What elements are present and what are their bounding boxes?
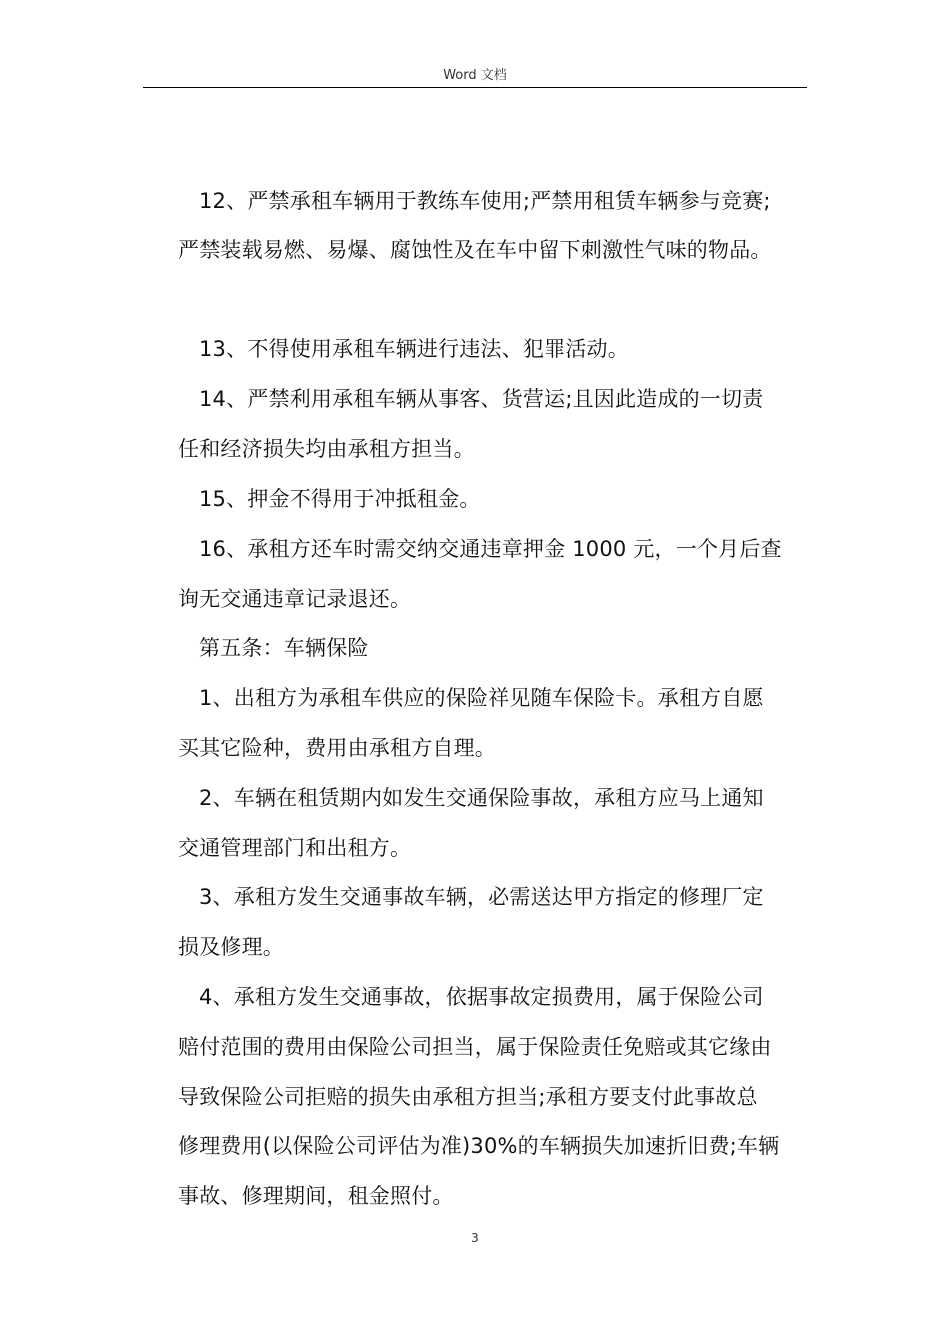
page-header: Word 文档 xyxy=(443,68,507,83)
paragraph-line: 3、承租方发生交通事故车辆，必需送达甲方指定的修理厂定 xyxy=(199,885,764,909)
paragraph-line: 修理费用(以保险公司评估为准)30%的车辆损失加速折旧费;车辆 xyxy=(178,1134,780,1158)
paragraph-line: 2、车辆在租赁期内如发生交通保险事故，承租方应马上通知 xyxy=(199,786,764,810)
paragraph-line: 询无交通违章记录退还。 xyxy=(178,587,412,611)
paragraph-line: 16、承租方还车时需交纳交通违章押金 1000 元，一个月后查 xyxy=(199,537,782,561)
paragraph-line: 严禁装载易燃、易爆、腐蚀性及在车中留下刺激性气味的物品。 xyxy=(178,238,772,262)
paragraph-line: 13、不得使用承租车辆进行违法、犯罪活动。 xyxy=(199,337,629,361)
paragraph-line: 损及修理。 xyxy=(178,935,284,959)
paragraph-line: 赔付范围的费用由保险公司担当，属于保险责任免赔或其它缘由 xyxy=(178,1035,772,1059)
section-heading: 第五条：车辆保险 xyxy=(199,636,369,660)
paragraph-line: 交通管理部门和出租方。 xyxy=(178,836,412,860)
paragraph-line: 导致保险公司拒赔的损失由承租方担当;承租方要支付此事故总 xyxy=(178,1085,758,1109)
paragraph-line: 买其它险种，费用由承租方自理。 xyxy=(178,736,496,760)
page-number: 3 xyxy=(471,1231,479,1245)
header-rule xyxy=(143,87,807,88)
paragraph-line: 12、严禁承租车辆用于教练车使用;严禁用租赁车辆参与竞赛; xyxy=(199,189,771,213)
paragraph-line: 15、押金不得用于冲抵租金。 xyxy=(199,487,481,511)
paragraph-line: 任和经济损失均由承租方担当。 xyxy=(178,437,475,461)
paragraph-line: 14、严禁利用承租车辆从事客、货营运;且因此造成的一切责 xyxy=(199,387,764,411)
paragraph-line: 1、出租方为承租车供应的保险祥见随车保险卡。承租方自愿 xyxy=(199,686,764,710)
paragraph-line: 事故、修理期间，租金照付。 xyxy=(178,1184,454,1208)
paragraph-line: 4、承租方发生交通事故，依据事故定损费用，属于保险公司 xyxy=(199,985,764,1009)
